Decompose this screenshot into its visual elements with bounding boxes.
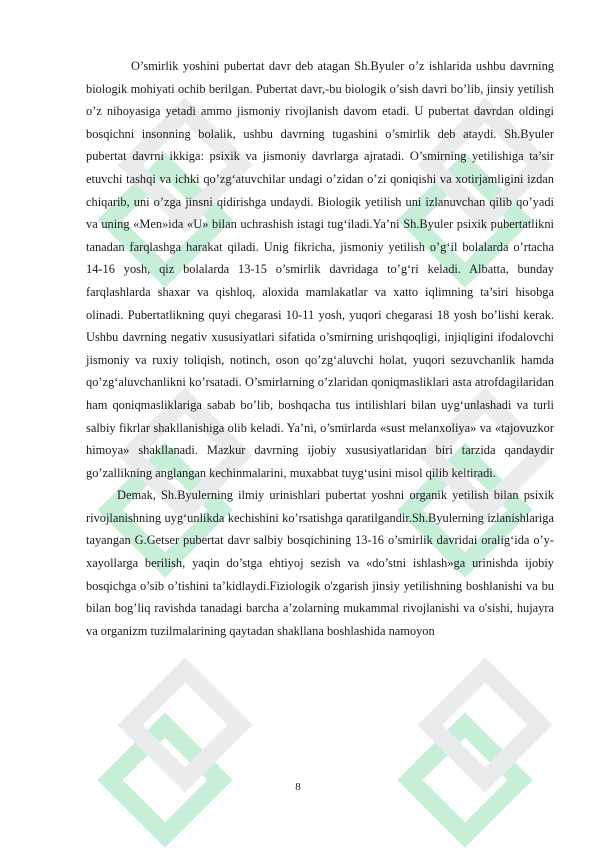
body-text	[86, 55, 554, 642]
diamond-logo-watermark-icon	[370, 630, 560, 860]
page-number: 8	[295, 781, 301, 793]
paragraph: Demak, Sh.Byulerning ilmiy urinishlari pubertat yoshni organik yetilish bilan psixik rivojlanishning uyg‘unlikda kechishini ko’rsatishga qaratilgandir.Sh.Byulerning izlanishlariga tayangan G.Getser pubertat davr salbiy bosqichining 13-16 o’smirlik davridai oralig‘ida o’y-xayollarga berilish, yaqin do’stga ehtiyoj sezish va «do’stni ishlash»ga urinishda ijobiy bosqichga o’sib o’tishini ta’kidlaydi.Fiziologik o'zgarish jinsiy yetilishning boshlanishi va bu bilan bog’liq ravishda tanadagi barcha a’zolarning mukammal rivojlanishi va o'sishi, hujayra va organizm tuzilmalarining qaytadan shakllana boshlashida namoyon	[86, 488, 554, 638]
diamond-logo-watermark-icon	[70, 630, 260, 860]
paragraph: O’smirlik yoshini pubertat davr deb atagan Sh.Byuler o’z ishlarida ushbu davrning biologik mohiyati ochib berilgan. Pubertat davr,-bu biologik o’sish davri bo’lib, jinsiy yetilish o’z nihoyasiga yetadi ammo jismoniy rivojlanish davom etadi. U pubertat davrdan oldingi bosqichni insonning bolalik, ushbu davrning tugashini o’smirlik deb ataydi. Sh.Byuler pubertat davrni ikkiga: psixik va jismoniy davrlarga ajratadi. O’smirning yetilishiga ta’sir etuvchi tashqi va ichki qo’zg‘atuvchilar undagi o’zidan o’zi qoniqishi va xotirjamligini izdan chiqarib, uni o’zga jinsni qidirishga undaydi. Biologik yetilish uni izlanuvchan qilib qo’yadi va uning «Men»ida «U» bilan uchrashish istagi tug‘iladi.Ya’ni Sh.Byuler psixik pubertatlikni tanadan farqlashga harakat qiladi. Unig fikricha, jismoniy yetilish o’g‘il bolalarda o’rtacha 14-16 yosh, qiz bolalarda 13-15 o’smirlik davridaga to’g‘ri keladi. Albatta, bunday farqlashlarda shaxar va qishloq, aloxida mamlakatlar va xatto iqlimning ta’siri hisobga olinadi. Pubertatlikning quyi chegarasi 10-11 yosh, yuqori chegarasi 18 yosh bo’lishi kerak. Ushbu davrning negativ xususiyatlari sifatida o’smirning urishqoqligi, injiqligini ifodalovchi jismoniy va ruxiy toliqish, notinch, oson qo’zg‘aluvchi holat, yuqori sezuvchanlik hamda qo’zg‘aluvchanlikni ko’rsatadi. O’smirlarning o’zlaridan qoniqmasliklari asta atrofdagilaridan ham qoniqmasliklariga sabab bo’lib, boshqacha tus intilishlari bilan uyg‘unlashadi va turli salbiy fikrlar shakllanishiga olib keladi. Ya’ni, o’smirlarda «sust melanxoliya» va «tajovuzkor himoya» shakllanadi. Mazkur davrning ijobiy xususiyatlaridan biri tarzida qandaydir go’zallikning anglangan kechinmalarini, muxabbat tuyg‘usini misol qilib keltiradi.	[86, 59, 554, 480]
